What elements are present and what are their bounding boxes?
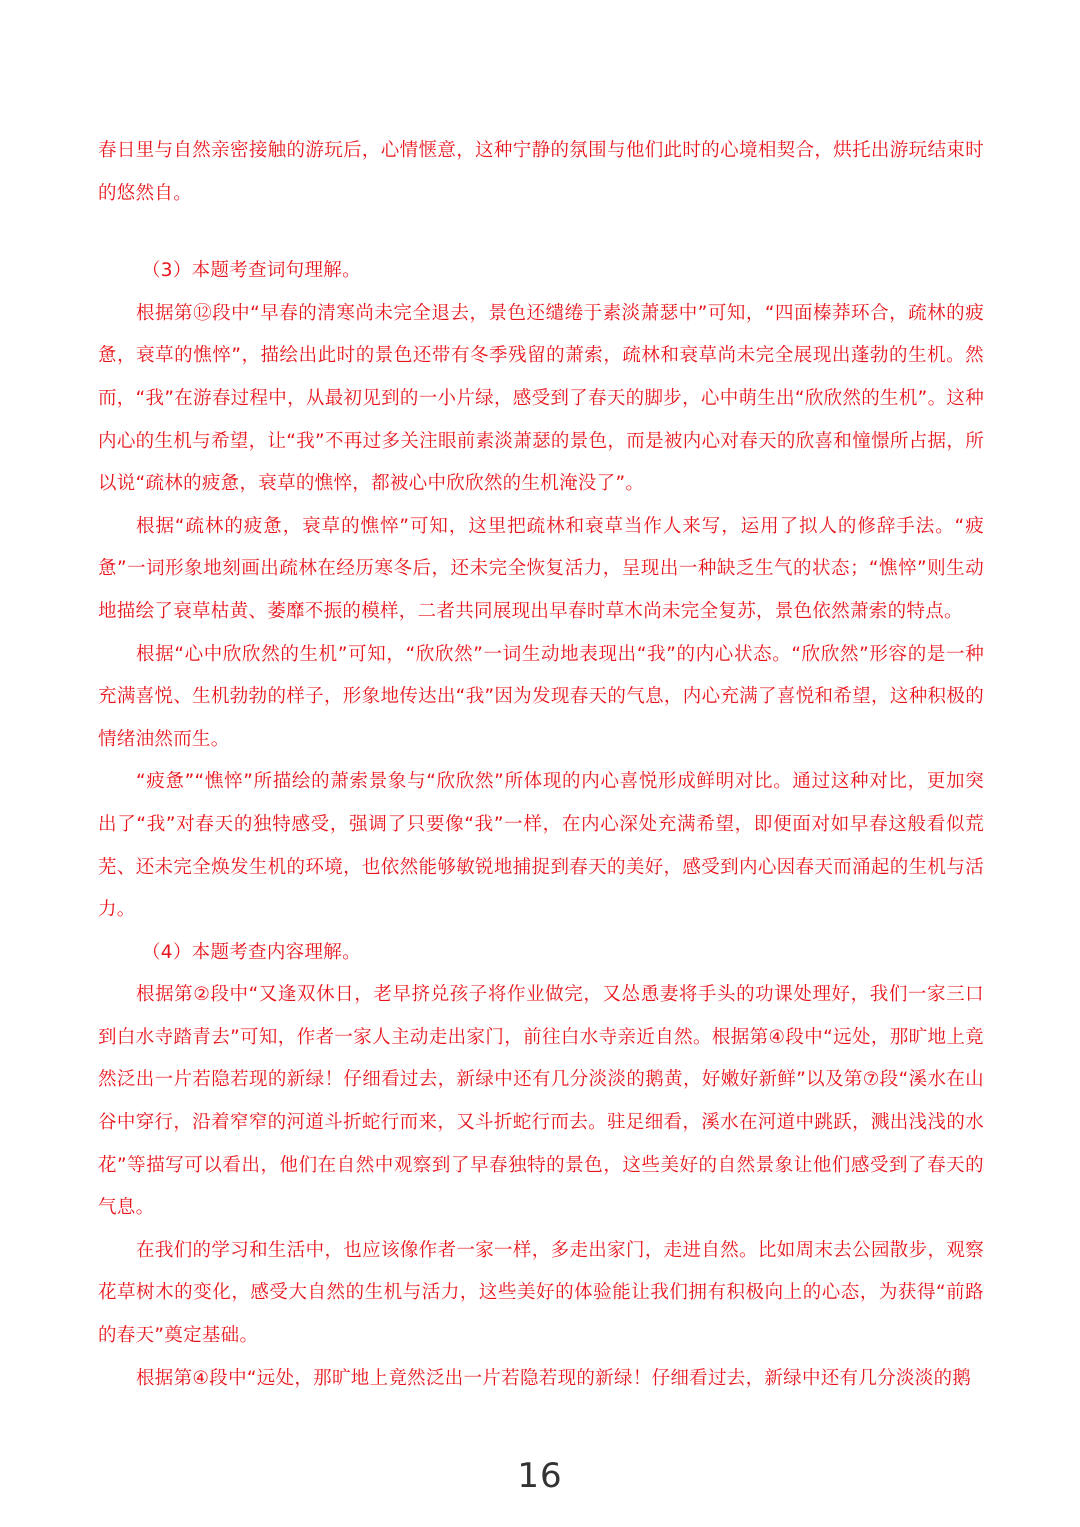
paragraph-content-1: 根据第②段中“又逢双休日，老早挤兑孩子将作业做完，又怂恿妻将手头的功课处理好，我们一家三口到白水寺踏青去”可知，作者一家人主动走出家门，前往白水寺亲近自然。根据第④段中“远处，那旷地上竟然泛出一片若隐若现的新绿！仔细看过去，新绿中还有几分淡淡的鹅黄，好嫩好新鲜”以及第⑦段“溪水在山谷中穿行，沿着窄窄的河道斗折蛇行而来，又斗折蛇行而去。驻足细看，溪水在河道中跳跃，溅出浅浅的水花”等描写可以看出，他们在自然中观察到了早春独特的景色，这些美好的自然景象让他们感受到了春天的气息。 — [98, 984, 984, 1219]
section-heading-3: （3）本题考查词句理解。 — [142, 260, 361, 282]
paragraph-content-3: 根据第④段中“远处，那旷地上竟然泛出一片若隐若现的新绿！仔细看过去，新绿中还有几分淡淡的鹅 — [136, 1367, 972, 1389]
paragraph-analysis-2: 根据“疏林的疲惫，衰草的憔悴”可知，这里把疏林和衰草当作人来写，运用了拟人的修辞手法。“疲惫”一词形象地刻画出疏林在经历寒冬后，还未完全恢复活力，呈现出一种缺乏生气的状态；“憔悴”则生动地描绘了衰草枯黄、萎靡不振的模样，二者共同展现出早春时草木尚未完全复苏，景色依然萧索的特点。 — [98, 515, 984, 622]
paragraph-continuation: 春日里与自然亲密接触的游玩后，心情惬意，这种宁静的氛围与他们此时的心境相契合，烘托出游玩结束时的悠然自。 — [98, 140, 984, 204]
paragraph-analysis-4: “疲惫”“憔悴”所描绘的萧索景象与“欣欣然”所体现的内心喜悦形成鲜明对比。通过这种对比，更加突出了“我”对春天的独特感受，强调了只要像“我”一样，在内心深处充满希望，即便面对如早春这般看似荒芜、还未完全焕发生机的环境，也依然能够敏锐地捕捉到春天的美好，感受到内心因春天而涌起的生机与活力。 — [98, 771, 984, 921]
page-number: 16 — [517, 1456, 563, 1496]
paragraph-analysis-3: 根据“心中欣欣然的生机”可知，“欣欣然”一词生动地表现出“我”的内心状态。“欣欣然”形容的是一种充满喜悦、生机勃勃的样子，形象地传达出“我”因为发现春天的气息，内心充满了喜悦和希望，这种积极的情绪油然而生。 — [98, 643, 984, 750]
paragraph-content-2: 在我们的学习和生活中，也应该像作者一家一样，多走出家门，走进自然。比如周末去公园散步，观察花草树木的变化，感受大自然的生机与活力，这些美好的体验能让我们拥有积极向上的心态，为获得“前路的春天”奠定基础。 — [98, 1239, 984, 1347]
document-body — [98, 130, 984, 1400]
paragraph-analysis-1: 根据第⑫段中“早春的清寒尚未完全退去，景色还缱绻于素淡萧瑟中”可知，“四面榛莽环合，疏林的疲惫，衰草的憔悴”，描绘出此时的景色还带有冬季残留的萧索，疏林和衰草尚未完全展现出蓬勃的生机。然而，“我”在游春过程中，从最初见到的一小片绿，感受到了春天的脚步，心中萌生出“欣欣然的生机”。这种内心的生机与希望，让“我”不再过多关注眼前素淡萧瑟的景色，而是被内心对春天的欣喜和憧憬所占据，所以说“疏林的疲惫，衰草的憔悴，都被心中欣欣然的生机淹没了”。 — [98, 302, 984, 495]
section-heading-4: （4）本题考查内容理解。 — [142, 941, 361, 963]
